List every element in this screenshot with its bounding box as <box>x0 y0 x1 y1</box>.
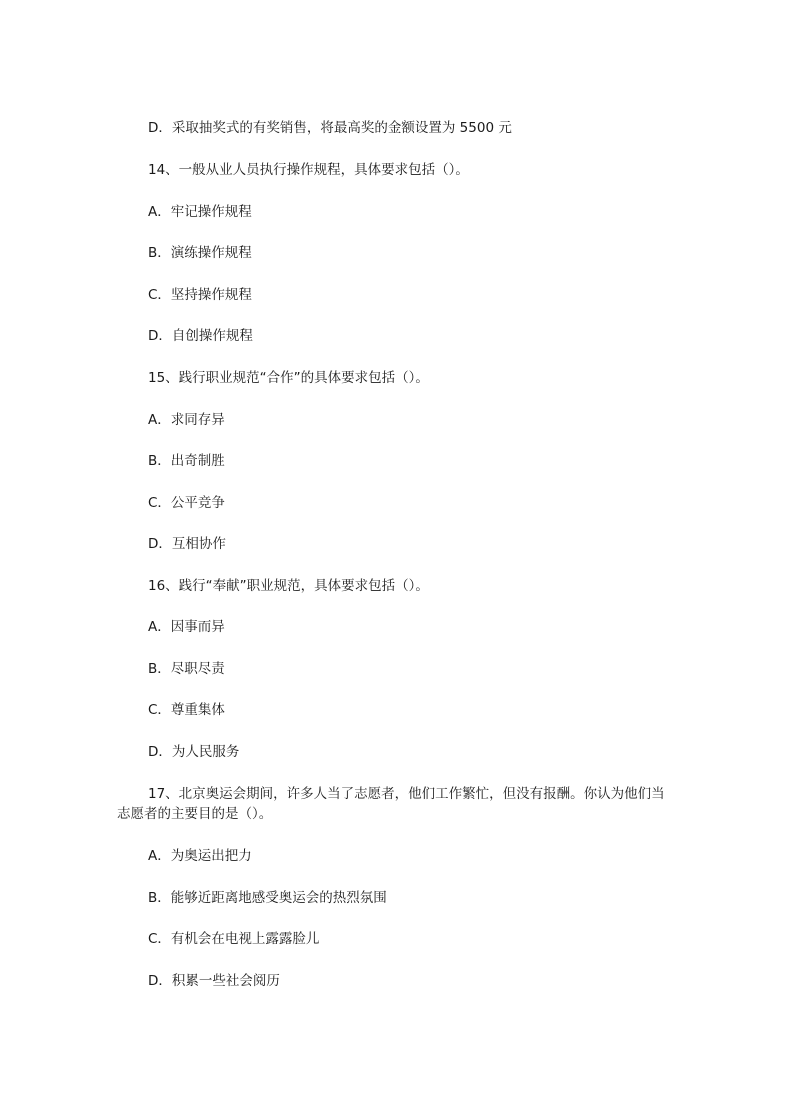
q16-option-c: C．尊重集体 <box>148 702 225 718</box>
q14-option-d: D．自创操作规程 <box>148 328 253 344</box>
q14-question: 14、一般从业人员执行操作规程，具体要求包括（）。 <box>148 162 469 178</box>
q16-option-b: B．尽职尽责 <box>148 661 225 677</box>
q14-option-c: C．坚持操作规程 <box>148 287 252 303</box>
q17-option-a: A．为奥运出把力 <box>148 848 252 864</box>
q15-option-b: B．出奇制胜 <box>148 453 225 469</box>
q15-option-a: A．求同存异 <box>148 412 225 428</box>
q15-option-c: C．公平竞争 <box>148 495 225 511</box>
q16-option-d: D．为人民服务 <box>148 744 240 760</box>
q14-option-a: A．牢记操作规程 <box>148 204 252 220</box>
q17-option-c: C．有机会在电视上露露脸儿 <box>148 931 320 947</box>
q16-option-a: A．因事而异 <box>148 619 225 635</box>
q17-option-b: B．能够近距离地感受奥运会的热烈氛围 <box>148 890 387 906</box>
q13-option-d: D．采取抽奖式的有奖销售，将最高奖的金额设置为 5500 元 <box>148 120 512 136</box>
q15-question: 15、践行职业规范“合作”的具体要求包括（）。 <box>148 370 429 386</box>
q17-question: 17、北京奥运会期间，许多人当了志愿者，他们工作繁忙，但没有报酬。你认为他们当志愿者的主要目的是（）。 <box>117 786 665 822</box>
q15-option-d: D．互相协作 <box>148 536 226 552</box>
q16-question: 16、践行“奉献”职业规范，具体要求包括（）。 <box>148 578 429 594</box>
q14-option-b: B．演练操作规程 <box>148 245 252 261</box>
q17-option-d: D．积累一些社会阅历 <box>148 973 280 989</box>
